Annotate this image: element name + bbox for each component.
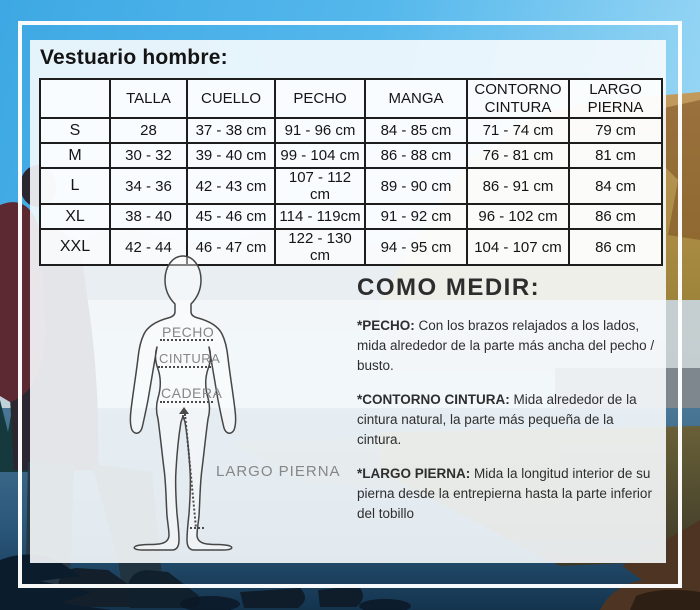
cell: 91 - 96 cm (275, 118, 365, 143)
cell: 46 - 47 cm (187, 229, 275, 265)
cell: 122 - 130 cm (275, 229, 365, 265)
cell: 107 - 112 cm (275, 168, 365, 204)
header-pecho: PECHO (275, 79, 365, 118)
size-label: S (40, 118, 110, 143)
measure-item-body: Mida la longitud interior de su pierna desde la entrepierna hasta la parte inferior del tobillo (357, 466, 652, 521)
table-row (40, 118, 662, 143)
cell: 99 - 104 cm (275, 143, 365, 168)
cell: 42 - 44 (110, 229, 187, 265)
hip-dotted-line (160, 401, 213, 403)
chest-label: PECHO (162, 324, 215, 340)
cell: 86 cm (569, 204, 662, 229)
measure-item-contorno-cintura (357, 390, 659, 450)
table-row (40, 204, 662, 229)
cell: 37 - 38 cm (187, 118, 275, 143)
measure-item-label: *CONTORNO CINTURA: (357, 392, 510, 407)
size-label: XL (40, 204, 110, 229)
cell: 86 - 88 cm (365, 143, 467, 168)
cell: 86 - 91 cm (467, 168, 569, 204)
cell: 28 (110, 118, 187, 143)
cell: 84 cm (569, 168, 662, 204)
waist-dotted-line (158, 366, 211, 368)
cell: 84 - 85 cm (365, 118, 467, 143)
body-diagram (108, 253, 258, 553)
leg-measure-arrow-icon (179, 407, 189, 414)
cell: 71 - 74 cm (467, 118, 569, 143)
size-label: M (40, 143, 110, 168)
header-largo-pierna: LARGO PIERNA (569, 79, 662, 118)
cell: 86 cm (569, 229, 662, 265)
header-contorno-cintura: CONTORNO CINTURA (467, 79, 569, 118)
cell: 94 - 95 cm (365, 229, 467, 265)
hip-label: CADERA (161, 385, 223, 401)
header-empty (40, 79, 110, 118)
cell: 34 - 36 (110, 168, 187, 204)
page-title: Vestuario hombre: (40, 46, 228, 69)
cell: 45 - 46 cm (187, 204, 275, 229)
chest-dotted-line (160, 339, 213, 341)
cell: 81 cm (569, 143, 662, 168)
cell: 96 - 102 cm (467, 204, 569, 229)
cell: 39 - 40 cm (187, 143, 275, 168)
header-talla: TALLA (110, 79, 187, 118)
leg-length-label: LARGO PIERNA (216, 463, 341, 480)
waist-label: CINTURA (159, 351, 221, 366)
cell: 30 - 32 (110, 143, 187, 168)
table-row (40, 168, 662, 204)
cell: 104 - 107 cm (467, 229, 569, 265)
measure-item-pecho (357, 316, 659, 376)
cell: 91 - 92 cm (365, 204, 467, 229)
measure-item-label: *PECHO: (357, 318, 415, 333)
size-table (39, 78, 663, 266)
ankle-dotted-line (190, 527, 204, 529)
cell: 79 cm (569, 118, 662, 143)
header-manga: MANGA (365, 79, 467, 118)
size-label: L (40, 168, 110, 204)
table-row (40, 143, 662, 168)
cell: 76 - 81 cm (467, 143, 569, 168)
measure-item-label: *LARGO PIERNA: (357, 466, 471, 481)
measure-item-body: Con los brazos relajados a los lados, mida alrededor de la parte más ancha del pecho / busto. (357, 318, 655, 373)
measure-item-largo-pierna (357, 464, 659, 524)
table-header-row (40, 79, 662, 118)
how-to-measure-text (357, 316, 659, 538)
cell: 42 - 43 cm (187, 168, 275, 204)
measure-item-body: Mida alrededor de la cintura natural, la parte más pequeña de la cintura. (357, 392, 637, 447)
cell: 89 - 90 cm (365, 168, 467, 204)
size-label: XXL (40, 229, 110, 265)
cell: 38 - 40 (110, 204, 187, 229)
header-cuello: CUELLO (187, 79, 275, 118)
how-to-measure-heading: COMO MEDIR: (357, 274, 541, 301)
cell: 114 - 119cm (275, 204, 365, 229)
